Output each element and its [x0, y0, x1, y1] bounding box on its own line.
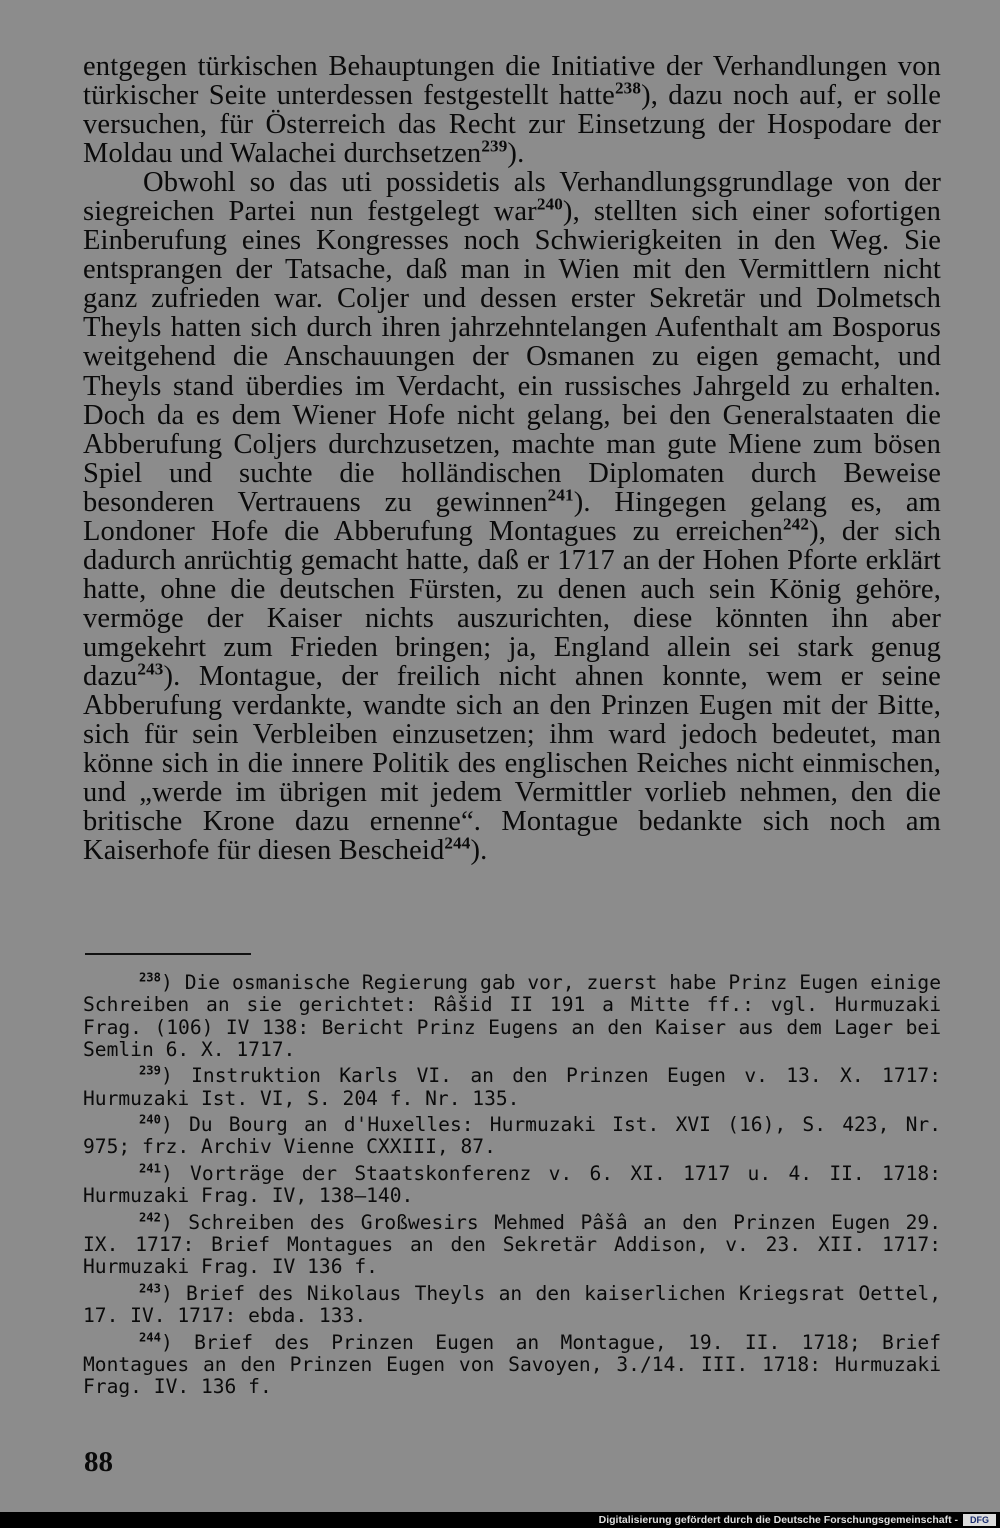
- footnote-marker: 244: [139, 1330, 161, 1345]
- footnote-marker: 242: [139, 1210, 161, 1225]
- footnote-text: Schreiben des Großwesirs Mehmed Pâšâ an den Prinzen Eugen 29. IX. 1717: Brief Montagues an den Sekretär Addison, v. 23. XII. 1717: Hurmuzaki Frag. IV 136 f.: [83, 1210, 941, 1279]
- body-paragraph-2: [83, 168, 941, 865]
- text-run: ).: [507, 138, 525, 170]
- footnote-marker: 240: [139, 1112, 161, 1127]
- footnote-reference: 241: [547, 485, 574, 505]
- footnote-reference: 243: [137, 659, 164, 679]
- footnote-text: Brief des Nikolaus Theyls an den kaiserlichen Kriegsrat Oettel, 17. IV. 1717: ebda. 133.: [83, 1281, 941, 1328]
- body-text: [83, 52, 941, 865]
- footnote-243: $^{243}$) Brief des Nikolaus Theyls an den kaiserlichen Kriegsrat Oettel, 17. IV. 1717: ebda. 133.: [83, 1281, 941, 1328]
- text-run: ), stellten sich einer sofortigen Einberufung eines Kongresses noch Schwierigkeiten in den Weg. Sie entsprangen der Tatsache, daß man in Wien mit den Vermittlern nicht ganz zufrieden war. Coljer und dessen erster Sekretär und Dolmetsch Theyls hatten sich durch ihren jahrzehntelangen Aufenthalt am Bosporus weitgehend die Anschauungen der Osmanen zu eigen gemacht, und Theyls stand überdies im Verdacht, ein russisches Jahrgeld zu erhalten. Doch da es dem Wiener Hofe nicht gelang, bei den Generalstaaten die Abberufung Coljers durchzusetzen, machte man gute Miene zum bösen Spiel und suchte die holländischen Diplomaten durch Beweise besonderen Vertrauens zu gewinnen: [83, 196, 941, 518]
- text-run: ).: [470, 835, 488, 867]
- footnote-text: Die osmanische Regierung gab vor, zuerst habe Prinz Eugen einige Schreiben an sie gerichtet: Râšid II 191 a Mitte ff.: vgl. Hurmuzaki Frag. (106) IV 138: Bericht Prinz Eugens an den Kaiser aus dem Lager bei Semlin 6. X. 1717.: [83, 971, 941, 1061]
- footnote-240: $^{240}$) Du Bourg an d'Huxelles: Hurmuzaki Ist. XVI (16), S. 423, Nr. 975; frz. Archiv Vienne CXXIII, 87.: [83, 1112, 942, 1159]
- digitization-credit-bar: [0, 1512, 1000, 1528]
- body-paragraph-1: [83, 52, 941, 168]
- footnote-239: $^{239}$) Instruktion Karls VI. an den Prinzen Eugen v. 13. X. 1717: Hurmuzaki Ist. VI, S. 204 f. Nr. 135.: [83, 1063, 941, 1110]
- footnote-242: $^{242}$) Schreiben des Großwesirs Mehmed Pâšâ an den Prinzen Eugen 29. IX. 1717: Brief Montagues an den Sekretär Addison, v. 23. XII. 1717: Hurmuzaki Frag. IV 136 f.: [83, 1210, 941, 1279]
- footnote-marker: 241: [139, 1161, 161, 1176]
- footnote-238: $^{238}$) Die osmanische Regierung gab vor, zuerst habe Prinz Eugen einige Schreiben an sie gerichtet: Râšid II 191 a Mitte ff.: vgl. Hurmuzaki Frag. (106) IV 138: Bericht Prinz Eugens an den Kaiser aus dem Lager bei Semlin 6. X. 1717.: [83, 970, 941, 1061]
- footnote-text: Instruktion Karls VI. an den Prinzen Eugen v. 13. X. 1717: Hurmuzaki Ist. VI, S. 204 f. Nr. 135.: [83, 1064, 941, 1110]
- footnote-marker: 243: [139, 1281, 161, 1296]
- footnote-reference: 240: [536, 194, 563, 214]
- text-run: entgegen türkischen Behauptungen die Initiative der Verhandlungen von türkischer Seite unterdessen festgestellt hatte: [83, 51, 941, 112]
- footnote-marker: 239: [139, 1063, 161, 1078]
- page-number: 88: [84, 1446, 113, 1478]
- credit-text: Digitalisierung gefördert durch die Deutsche Forschungsgemeinschaft -: [598, 1514, 958, 1526]
- footnote-244: $^{244}$) Brief des Prinzen Eugen an Montague, 19. II. 1718; Brief Montagues an den Prinzen Eugen von Savoyen, 3./14. III. 1718: Hurmuzaki Frag. IV. 136 f.: [83, 1330, 941, 1399]
- dfg-logo: DFG: [963, 1514, 996, 1526]
- footnote-text: Brief des Prinzen Eugen an Montague, 19. II. 1718; Brief Montagues an den Prinzen Eugen von Savoyen, 3./14. III. 1718: Hurmuzaki Frag. IV. 136 f.: [83, 1330, 941, 1399]
- footnote-text: Vorträge der Staatskonferenz v. 6. XI. 1717 u. 4. II. 1718: Hurmuzaki Frag. IV, 138—140.: [83, 1161, 941, 1208]
- footnote-reference: 239: [481, 136, 508, 156]
- text-run: ). Hingegen gelang es, am Londoner Hofe die Abberufung Montagues zu erreichen: [83, 486, 941, 547]
- footnotes: [83, 972, 941, 1403]
- footnote-separator: [85, 953, 251, 955]
- footnote-text: Du Bourg an d'Huxelles: Hurmuzaki Ist. XVI (16), S. 423, Nr. 975; frz. Archiv Vienne CXXIII, 87.: [83, 1113, 942, 1159]
- footnote-marker: 238: [139, 970, 161, 985]
- footnote-reference: 244: [444, 833, 471, 853]
- footnote-reference: 238: [614, 78, 642, 98]
- text-run: ). Montague, der freilich nicht ahnen konnte, wem er seine Abberufung verdankte, wandte sich an den Prinzen Eugen mit der Bitte, sich für sein Verbleiben einzusetzen; ihm ward jedoch bedeutet, man könne sich in die innere Politik des englischen Reiches nicht einmischen, und „werde im übrigen mit jedem Vermittler vorlieb nehmen, den die britische Krone dazu ernenne“. Montague bedankte sich noch am Kaiserhofe für diesen Bescheid: [83, 660, 941, 867]
- text-run: ), dazu noch auf, er solle versuchen, für Österreich das Recht zur Einsetzung der Hospodare der Moldau und Walachei durchsetzen: [83, 80, 941, 170]
- text-run: ), der sich dadurch anrüchtig gemacht hatte, daß er 1717 an der Hohen Pforte erklärt hatte, ohne die deutschen Fürsten, zu denen auch sein König gehöre, vermöge der Kaiser nichts auszurichten, diese könnten ihn aber umgekehrt zum Frieden bringen; ja, England allein sei stark genug dazu: [83, 515, 941, 692]
- footnote-reference: 242: [782, 514, 810, 534]
- text-run: Obwohl so das uti possidetis als Verhandlungsgrundlage von der siegreichen Partei nun festgelegt war: [83, 167, 941, 228]
- footnote-241: $^{241}$) Vorträge der Staatskonferenz v. 6. XI. 1717 u. 4. II. 1718: Hurmuzaki Frag. IV, 138—140.: [83, 1161, 941, 1208]
